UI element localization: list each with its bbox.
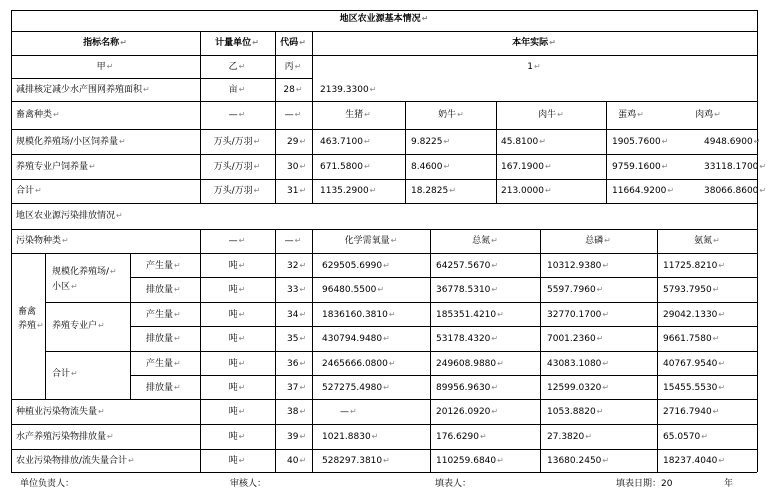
subgroup-large-scale: 规模化养殖场/↵: [52, 267, 117, 277]
paragraph-mark-icon: ↵: [544, 162, 552, 171]
pollution-value: 89956.9630↵: [436, 383, 499, 393]
paragraph-mark-icon: ↵: [388, 310, 396, 319]
paragraph-mark-icon: ↵: [299, 186, 307, 195]
paragraph-mark-icon: ↵: [294, 62, 302, 71]
pollution-value: 32770.1700↵: [547, 310, 610, 320]
grid-line: [312, 229, 313, 472]
paragraph-mark-icon: ↵: [383, 334, 390, 343]
paragraph-mark-icon: ↵: [479, 432, 487, 441]
grid-line: [757, 31, 758, 101]
row-code: 36↵: [287, 359, 307, 369]
livestock-value: 671.5800↵: [320, 162, 371, 172]
paragraph-mark-icon: ↵: [596, 407, 604, 416]
paragraph-mark-icon: ↵: [238, 407, 246, 416]
pollution-value: 11725.8210↵: [663, 261, 726, 271]
paragraph-mark-icon: ↵: [238, 310, 246, 319]
bottom-row-unit: 吨↵: [228, 456, 246, 466]
livestock-value: 9759.1600↵: [612, 162, 669, 172]
livestock-row-label: 规模化养殖场/小区饲养量↵: [16, 137, 126, 147]
page-title: 地区农业源基本情况↵: [339, 14, 429, 24]
paragraph-mark-icon: ↵: [299, 310, 307, 319]
paragraph-mark-icon: ↵: [602, 359, 610, 368]
pollution-value: 185351.4210↵: [436, 310, 504, 320]
pollution-value: 64257.5670↵: [436, 261, 499, 271]
kind-label: 产生量↵: [146, 359, 181, 369]
grid-line: [200, 31, 201, 101]
paragraph-mark-icon: ↵: [390, 236, 398, 245]
grid-line: [11, 10, 757, 11]
grid-line: [11, 10, 12, 31]
row-code: 33↵: [287, 285, 307, 295]
footer-head: 单位负责人：: [20, 479, 75, 489]
livestock-row-label: 合计↵: [16, 186, 42, 196]
paragraph-mark-icon: ↵: [534, 62, 541, 71]
bottom-row-unit: 吨↵: [228, 407, 246, 417]
paragraph-mark-icon: ↵: [753, 137, 761, 146]
paragraph-mark-icon: ↵: [596, 285, 604, 294]
subgroup-household: 养殖专业户↵: [52, 321, 105, 331]
livestock-value: 167.1900↵: [501, 162, 552, 172]
kind-label: 排放量↵: [146, 285, 181, 295]
paragraph-mark-icon: ↵: [759, 162, 767, 171]
grid-line: [312, 31, 313, 101]
paragraph-mark-icon: ↵: [497, 359, 504, 368]
paragraph-mark-icon: ↵: [701, 432, 708, 441]
grid-line: [275, 31, 276, 101]
paragraph-mark-icon: ↵: [174, 285, 181, 294]
livestock-value: 18.2825↵: [411, 186, 456, 196]
grid-line: [430, 229, 431, 472]
column-header-unit: 计量单位↵: [215, 38, 259, 48]
paragraph-mark-icon: ↵: [238, 285, 246, 294]
bottom-value: 27.3820↵: [547, 432, 592, 442]
reduction-value: 2139.3300↵: [320, 85, 377, 95]
row-unit: 吨↵: [228, 310, 246, 320]
pollutant-col-header: 化学需氧量↵: [344, 236, 398, 246]
paragraph-mark-icon: ↵: [116, 211, 123, 220]
grid-line: [496, 101, 497, 203]
code-row-value: 1↵: [527, 62, 541, 72]
livestock-row-label: 养殖专业户饲养量↵: [16, 162, 96, 172]
paragraph-mark-icon: ↵: [557, 110, 564, 119]
bottom-value: 13680.2450↵: [547, 456, 610, 466]
pollutant-unit: —↵: [228, 236, 246, 246]
bottom-value: 528297.3810↵: [322, 456, 390, 466]
paragraph-mark-icon: ↵: [443, 137, 451, 146]
pollutant-label: 污染物种类↵: [16, 236, 69, 246]
grid-line: [606, 101, 607, 203]
paragraph-mark-icon: ↵: [602, 261, 610, 270]
paragraph-mark-icon: ↵: [253, 162, 261, 171]
livestock-value: 38066.8600↵: [704, 186, 767, 196]
paragraph-mark-icon: ↵: [299, 38, 306, 47]
paragraph-mark-icon: ↵: [299, 285, 307, 294]
paragraph-mark-icon: ↵: [295, 85, 303, 94]
subgroup-total: 合计↵: [52, 369, 78, 379]
paragraph-mark-icon: ↵: [714, 110, 721, 119]
paragraph-mark-icon: ↵: [369, 186, 377, 195]
paragraph-mark-icon: ↵: [377, 285, 385, 294]
pollution-value: 527275.4980↵: [322, 383, 390, 393]
paragraph-mark-icon: ↵: [35, 186, 42, 195]
grid-line: [657, 229, 658, 472]
livestock-value: 463.7100↵: [320, 137, 371, 147]
pollution-value: 629505.6990↵: [322, 261, 390, 271]
paragraph-mark-icon: ↵: [299, 261, 307, 270]
row-unit: 吨↵: [228, 334, 246, 344]
grid-line: [11, 31, 12, 101]
paragraph-mark-icon: ↵: [443, 162, 451, 171]
paragraph-mark-icon: ↵: [383, 261, 390, 270]
species-header: 肉牛↵: [538, 110, 564, 120]
bottom-value: 20126.0920↵: [436, 407, 499, 417]
grid-line: [11, 253, 757, 254]
grid-line: [11, 31, 757, 32]
pollution-value: 9661.7580↵: [663, 334, 720, 344]
code-row-label: 甲↵: [96, 62, 114, 72]
grid-line: [200, 101, 201, 203]
paragraph-mark-icon: ↵: [62, 236, 69, 245]
paragraph-mark-icon: ↵: [718, 310, 726, 319]
grid-line: [11, 154, 757, 155]
group-label-1: 畜禽: [18, 307, 37, 317]
paragraph-mark-icon: ↵: [602, 456, 610, 465]
paragraph-mark-icon: ↵: [106, 62, 114, 71]
livestock-row-unit: 万头/万羽↵: [213, 162, 261, 172]
pollution-value: 40767.9540↵: [663, 359, 726, 369]
paragraph-mark-icon: ↵: [421, 14, 429, 23]
species-header: 奶牛↵: [438, 110, 464, 120]
grid-line: [405, 101, 406, 203]
paragraph-mark-icon: ↵: [661, 162, 669, 171]
species-header: 肉鸡↵: [695, 110, 721, 120]
pollution-value: 29042.1330↵: [663, 310, 726, 320]
species-header: 蛋鸡↵: [618, 110, 644, 120]
grid-line: [757, 229, 758, 472]
paragraph-mark-icon: ↵: [585, 432, 592, 441]
grid-line: [11, 253, 45, 254]
group-label-2: 养殖↵: [18, 321, 44, 331]
paragraph-mark-icon: ↵: [363, 162, 371, 171]
grid-line: [130, 253, 131, 399]
bottom-row-unit: 吨↵: [228, 432, 246, 442]
pollution-value: 430794.9480↵: [322, 334, 390, 344]
paragraph-mark-icon: ↵: [491, 236, 498, 245]
paragraph-mark-icon: ↵: [238, 110, 246, 119]
pollution-value: 249608.9880↵: [436, 359, 504, 369]
bottom-value: 18237.4040↵: [663, 456, 726, 466]
livestock-code: —↵: [284, 110, 302, 120]
paragraph-mark-icon: ↵: [497, 310, 504, 319]
pollution-value: 96480.5500↵: [322, 285, 385, 295]
paragraph-mark-icon: ↵: [174, 383, 181, 392]
paragraph-mark-icon: ↵: [238, 261, 246, 270]
paragraph-mark-icon: ↵: [299, 383, 307, 392]
row-code: 37↵: [287, 383, 307, 393]
paragraph-mark-icon: ↵: [369, 85, 377, 94]
livestock-row-code: 31↵: [287, 186, 307, 196]
bottom-row-label: 种植业污染物流失量↵: [16, 407, 105, 417]
species-header: 生猪↵: [345, 110, 371, 120]
subgroup-large-scale-2: 小区↵: [52, 282, 78, 292]
grid-line: [757, 10, 758, 31]
livestock-label: 畜禽种类↵: [16, 110, 60, 120]
paragraph-mark-icon: ↵: [98, 407, 105, 416]
livestock-row-unit: 万头/万羽↵: [213, 137, 261, 147]
grid-line: [275, 229, 276, 472]
kind-label: 排放量↵: [146, 334, 181, 344]
paragraph-mark-icon: ↵: [388, 359, 396, 368]
pollution-value: 15455.5530↵: [663, 383, 726, 393]
paragraph-mark-icon: ↵: [457, 110, 464, 119]
footer-year: 年: [724, 479, 734, 489]
grid-line: [11, 302, 757, 303]
paragraph-mark-icon: ↵: [89, 162, 96, 171]
paragraph-mark-icon: ↵: [371, 432, 379, 441]
paragraph-mark-icon: ↵: [253, 137, 261, 146]
grid-line: [11, 101, 12, 203]
paragraph-mark-icon: ↵: [713, 236, 720, 245]
bottom-row-code: 38↵: [287, 407, 307, 417]
paragraph-mark-icon: ↵: [497, 456, 504, 465]
grid-line: [200, 229, 201, 472]
bottom-value: 2716.7940↵: [663, 407, 720, 417]
paragraph-mark-icon: ↵: [712, 285, 720, 294]
paragraph-mark-icon: ↵: [238, 359, 246, 368]
paragraph-mark-icon: ↵: [363, 137, 371, 146]
grid-line: [11, 101, 757, 102]
code-row-code: 丙↵: [284, 62, 302, 72]
paragraph-mark-icon: ↵: [604, 236, 611, 245]
livestock-row-code: 29↵: [287, 137, 307, 147]
bottom-row-code: 39↵: [287, 432, 307, 442]
pollution-value: 12599.0320↵: [547, 383, 610, 393]
paragraph-mark-icon: ↵: [299, 407, 307, 416]
paragraph-mark-icon: ↵: [602, 310, 610, 319]
pollutant-col-header: 总磷↵: [585, 236, 611, 246]
paragraph-mark-icon: ↵: [718, 261, 726, 270]
bottom-value: 1053.8820↵: [547, 407, 604, 417]
pollutant-col-header: 氨氮↵: [694, 236, 720, 246]
paragraph-mark-icon: ↵: [759, 186, 767, 195]
paragraph-mark-icon: ↵: [491, 334, 499, 343]
paragraph-mark-icon: ↵: [238, 62, 246, 71]
paragraph-mark-icon: ↵: [107, 432, 114, 441]
grid-line: [11, 203, 757, 204]
livestock-unit: —↵: [228, 110, 246, 120]
paragraph-mark-icon: ↵: [491, 261, 499, 270]
grid-line: [11, 424, 757, 425]
paragraph-mark-icon: ↵: [718, 456, 726, 465]
paragraph-mark-icon: ↵: [299, 137, 307, 146]
grid-line: [11, 179, 757, 180]
bottom-value: 1021.8830↵: [322, 432, 379, 442]
column-header-code: 代码↵: [280, 38, 306, 48]
pollution-value: 53178.4320↵: [436, 334, 499, 344]
paragraph-mark-icon: ↵: [718, 359, 726, 368]
livestock-row-code: 30↵: [287, 162, 307, 172]
row-unit: 吨↵: [228, 285, 246, 295]
row-code: 35↵: [287, 334, 307, 344]
paragraph-mark-icon: ↵: [299, 456, 307, 465]
column-header-actual: 本年实际↵: [512, 38, 556, 48]
livestock-value: 4948.6900↵: [704, 137, 761, 147]
paragraph-mark-icon: ↵: [364, 110, 371, 119]
pollution-value: 1836160.3810↵: [322, 310, 396, 320]
grid-line: [11, 351, 757, 352]
row-code: 34↵: [287, 310, 307, 320]
paragraph-mark-icon: ↵: [299, 359, 307, 368]
paragraph-mark-icon: ↵: [71, 282, 78, 291]
bottom-value: —↵: [340, 407, 357, 417]
paragraph-mark-icon: ↵: [667, 186, 675, 195]
paragraph-mark-icon: ↵: [661, 137, 669, 146]
pollution-value: 36778.5310↵: [436, 285, 499, 295]
section-title: 地区农业源污染排放情况↵: [16, 211, 123, 221]
bottom-value: 65.0570↵: [663, 432, 708, 442]
livestock-value: 11664.9200↵: [612, 186, 675, 196]
paragraph-mark-icon: ↵: [602, 383, 610, 392]
paragraph-mark-icon: ↵: [544, 186, 552, 195]
livestock-value: 9.8225↵: [411, 137, 451, 147]
paragraph-mark-icon: ↵: [491, 285, 499, 294]
paragraph-mark-icon: ↵: [294, 236, 302, 245]
paragraph-mark-icon: ↵: [252, 38, 259, 47]
paragraph-mark-icon: ↵: [383, 456, 390, 465]
pollution-value: 5597.7960↵: [547, 285, 604, 295]
bottom-value: 176.6290↵: [436, 432, 487, 442]
livestock-row-unit: 万头/万羽↵: [213, 186, 261, 196]
paragraph-mark-icon: ↵: [712, 334, 720, 343]
livestock-value: 1135.2900↵: [320, 186, 377, 196]
row-code: 32↵: [287, 261, 307, 271]
footer-filler: 填表人：: [435, 479, 472, 489]
row-unit: 吨↵: [228, 261, 246, 271]
paragraph-mark-icon: ↵: [718, 383, 726, 392]
paragraph-mark-icon: ↵: [449, 186, 456, 195]
pollution-value: 43083.1080↵: [547, 359, 610, 369]
paragraph-mark-icon: ↵: [174, 261, 181, 270]
paragraph-mark-icon: ↵: [238, 334, 246, 343]
paragraph-mark-icon: ↵: [119, 137, 126, 146]
kind-label: 产生量↵: [146, 261, 181, 271]
paragraph-mark-icon: ↵: [143, 85, 150, 94]
grid-line: [11, 129, 757, 130]
paragraph-mark-icon: ↵: [299, 432, 307, 441]
row-unit: 吨↵: [228, 359, 246, 369]
paragraph-mark-icon: ↵: [53, 110, 60, 119]
paragraph-mark-icon: ↵: [98, 321, 105, 330]
paragraph-mark-icon: ↵: [128, 456, 135, 465]
grid-line: [757, 203, 758, 229]
paragraph-mark-icon: ↵: [174, 359, 181, 368]
kind-label: 产生量↵: [146, 310, 181, 320]
paragraph-mark-icon: ↵: [120, 38, 127, 47]
kind-label: 排放量↵: [146, 383, 181, 393]
paragraph-mark-icon: ↵: [238, 456, 246, 465]
livestock-value: 45.8100↵: [501, 137, 546, 147]
paragraph-mark-icon: ↵: [238, 432, 246, 441]
reduction-code: 28↵: [283, 85, 303, 95]
footer-reviewer: 审核人：: [230, 479, 267, 489]
bottom-row-label: 农业污染物排放/流失量合计↵: [16, 456, 135, 466]
livestock-value: 33118.1700↵: [704, 162, 767, 172]
livestock-value: 1905.7600↵: [612, 137, 669, 147]
pollution-value: 2465666.0800↵: [322, 359, 396, 369]
paragraph-mark-icon: ↵: [350, 407, 357, 416]
paragraph-mark-icon: ↵: [238, 383, 246, 392]
grid-line: [11, 55, 757, 56]
paragraph-mark-icon: ↵: [253, 186, 261, 195]
paragraph-mark-icon: ↵: [491, 407, 499, 416]
pollutant-code: —↵: [284, 236, 302, 246]
bottom-value: 110259.6840↵: [436, 456, 504, 466]
footer-date: 填表日期：20: [616, 479, 673, 489]
pollutant-col-header: 总氮↵: [472, 236, 498, 246]
paragraph-mark-icon: ↵: [238, 236, 246, 245]
grid-line: [312, 101, 313, 203]
paragraph-mark-icon: ↵: [71, 369, 78, 378]
livestock-value: 8.4600↵: [411, 162, 451, 172]
pollution-value: 7001.2360↵: [547, 334, 604, 344]
grid-line: [11, 399, 757, 400]
paragraph-mark-icon: ↵: [637, 110, 644, 119]
column-header-indicator: 指标名称↵: [83, 38, 127, 48]
bottom-row-label: 水产养殖污染物排放量↵: [16, 432, 114, 442]
grid-line: [540, 229, 541, 472]
paragraph-mark-icon: ↵: [539, 137, 546, 146]
paragraph-mark-icon: ↵: [596, 334, 604, 343]
paragraph-mark-icon: ↵: [383, 383, 390, 392]
paragraph-mark-icon: ↵: [238, 85, 246, 94]
paragraph-mark-icon: ↵: [294, 110, 302, 119]
code-row-unit: 乙↵: [228, 62, 246, 72]
paragraph-mark-icon: ↵: [174, 310, 181, 319]
paragraph-mark-icon: ↵: [174, 334, 181, 343]
reduction-unit: 亩↵: [228, 85, 246, 95]
pollution-value: 10312.9380↵: [547, 261, 610, 271]
paragraph-mark-icon: ↵: [549, 38, 556, 47]
livestock-value: 213.0000↵: [501, 186, 552, 196]
reduction-label: 减排核定减少水产围网养殖面积↵: [16, 85, 150, 95]
paragraph-mark-icon: ↵: [37, 321, 44, 330]
paragraph-mark-icon: ↵: [491, 383, 499, 392]
grid-line: [11, 203, 12, 229]
paragraph-mark-icon: ↵: [712, 407, 720, 416]
grid-line: [11, 472, 757, 473]
bottom-row-code: 40↵: [287, 456, 307, 466]
row-unit: 吨↵: [228, 383, 246, 393]
paragraph-mark-icon: ↵: [299, 162, 307, 171]
grid-line: [11, 229, 757, 230]
grid-line: [275, 101, 276, 203]
grid-line: [11, 449, 757, 450]
paragraph-mark-icon: ↵: [299, 334, 307, 343]
pollution-value: 5793.7950↵: [663, 285, 720, 295]
paragraph-mark-icon: ↵: [110, 267, 117, 276]
